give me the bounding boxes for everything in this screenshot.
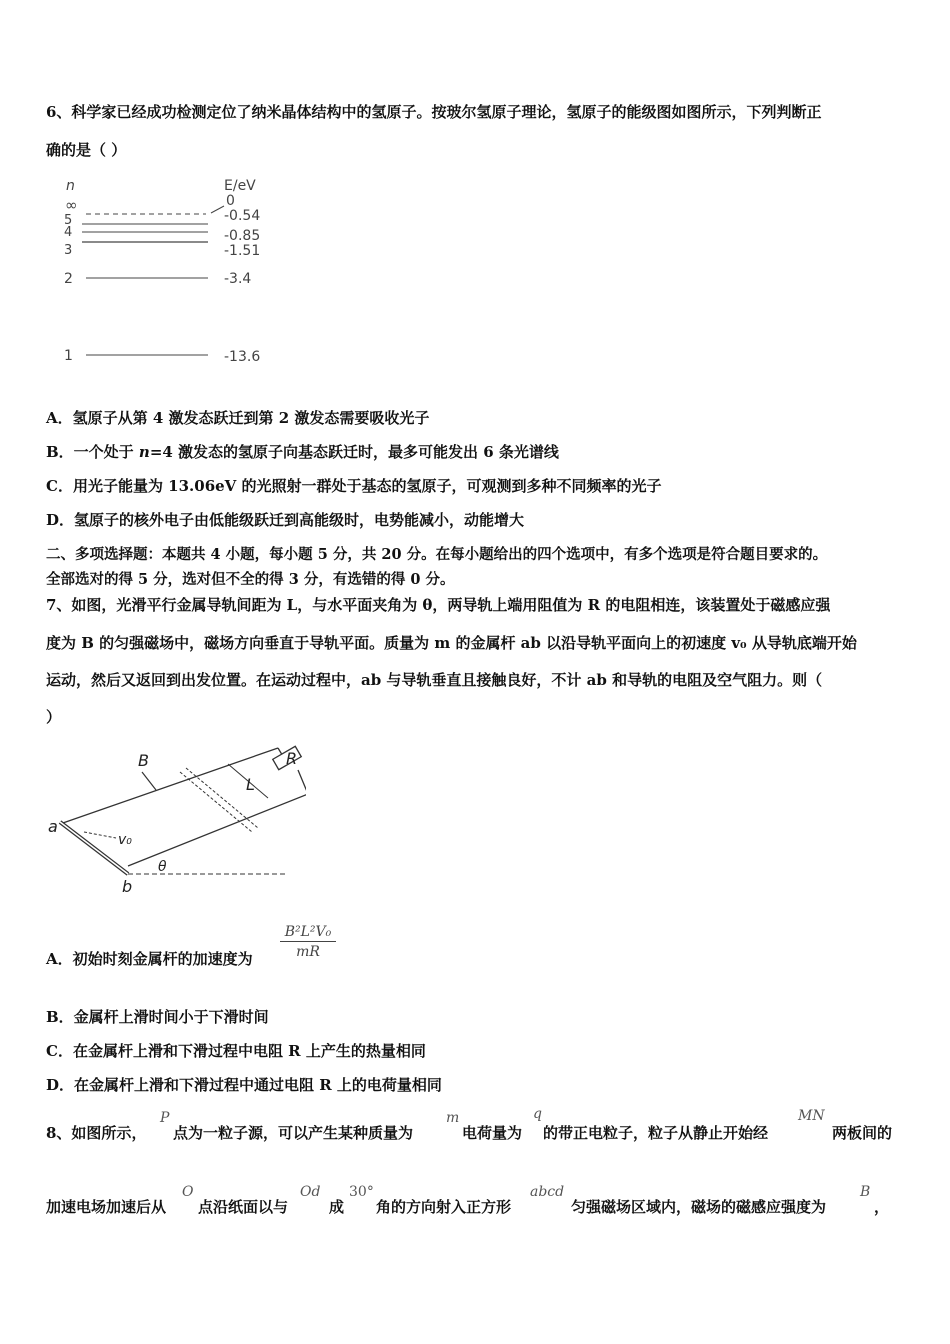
n-axis-label: n (66, 178, 75, 194)
level-e-3: -1.51 (224, 243, 261, 259)
q8-var-m: m (446, 1110, 460, 1126)
level-n-2: 2 (64, 271, 73, 287)
q8-text-7: 点沿纸面以与 (198, 1198, 289, 1216)
level-n-3: 3 (64, 243, 73, 258)
label-b: b (122, 877, 133, 896)
velocity-arrow (84, 832, 116, 838)
level-e-5: -0.54 (224, 208, 261, 224)
q6-stem-line2: 确的是（ ） (46, 141, 127, 159)
q8-var-p: P (160, 1110, 170, 1126)
q6-option-b-pre: B．一个处于 (46, 443, 139, 461)
q7-option-a-fraction (280, 924, 336, 960)
level-e-inf: 0 (226, 193, 235, 209)
level-e-2: -3.4 (224, 271, 252, 287)
level-n-5: 5 (64, 213, 73, 228)
q8-var-mn: MN (798, 1108, 825, 1124)
q8-text-5: 两板间的 (832, 1124, 893, 1142)
q6-option-c: C．用光子能量为 13.06eV 的光照射一群处于基态的氢原子，可观测到多种不同频率的光子 (46, 477, 662, 495)
resistor-lead (298, 770, 306, 794)
q7-option-d: D．在金属杆上滑和下滑过程中通过电阻 R 上的电荷量相同 (46, 1076, 442, 1094)
metal-rod-ab-inner (60, 822, 128, 874)
q8-text-1: 8、如图所示， (46, 1124, 147, 1142)
q8-text-8: 成 (329, 1198, 345, 1216)
label-b-field: B (138, 751, 149, 770)
width-dash-1 (180, 772, 252, 832)
fraction-numerator: B²L²V₀ (280, 924, 336, 942)
q8-text-3: 电荷量为 (462, 1124, 523, 1142)
q8-text-2: 点为一粒子源，可以产生某种质量为 (173, 1124, 414, 1142)
level-n-1: 1 (64, 348, 73, 364)
label-v0: v₀ (118, 832, 132, 848)
q8-var-od: Od (300, 1184, 321, 1200)
q6-option-b-var: n (138, 443, 150, 461)
q8-var-o: O (182, 1184, 194, 1200)
q7-stem-line1: 7、如图，光滑平行金属导轨间距为 L，与水平面夹角为 θ，两导轨上端用阻值为 R 的电阻相连，该装置处于磁感应强 (46, 596, 831, 614)
label-l: L (246, 775, 255, 794)
q6-option-b (46, 441, 559, 462)
b-field-arrow (142, 772, 156, 790)
q8-var-q: q (533, 1106, 542, 1122)
q7-stem-line4: ） (46, 708, 62, 726)
label-theta: θ (158, 859, 167, 875)
level-arrow (211, 206, 224, 213)
level-n-inf: ∞ (65, 196, 78, 214)
level-e-4: -0.85 (224, 228, 261, 244)
fraction-denominator: mR (296, 944, 320, 960)
q6-stem-line1: 6、科学家已经成功检测定位了纳米晶体结构中的氢原子。按玻尔氢原子理论，氢原子的能级图如图所示，下列判断正 (46, 103, 822, 121)
q6-option-a: A．氢原子从第 4 激发态跃迁到第 2 激发态需要吸收光子 (46, 409, 430, 427)
q8-text-9: 角的方向射入正方形 (376, 1198, 512, 1216)
label-a: a (48, 817, 58, 836)
q8-var-30deg: 30° (349, 1184, 374, 1200)
energy-axis-label: E/eV (224, 178, 256, 194)
rail-bottom (128, 794, 306, 866)
q7-option-c: C．在金属杆上滑和下滑过程中电阻 R 上产生的热量相同 (46, 1042, 426, 1060)
q8-var-abcd: abcd (530, 1184, 565, 1200)
q6-option-d: D．氢原子的核外电子由低能级跃迁到高能级时，电势能减小，动能增大 (46, 511, 525, 529)
q8-text-11: ， (874, 1198, 890, 1216)
section2-line2: 全部选对的得 5 分，选对但不全的得 3 分，有选错的得 0 分。 (46, 571, 455, 588)
rail-diagram (46, 740, 306, 900)
q8-var-b: B (860, 1184, 871, 1200)
q8-text-6: 加速电场加速后从 (46, 1198, 167, 1216)
q8-text-4: 的带正电粒子，粒子从静止开始经 (543, 1124, 769, 1142)
energy-level-diagram (56, 172, 286, 372)
q8-text-10: 匀强磁场区域内，磁场的磁感应强度为 (571, 1198, 827, 1216)
level-e-1: -13.6 (224, 349, 261, 365)
q7-option-b: B．金属杆上滑时间小于下滑时间 (46, 1008, 269, 1026)
label-r: R (286, 749, 298, 768)
q7-option-a: A．初始时刻金属杆的加速度为 (46, 950, 253, 968)
level-n-4: 4 (64, 225, 73, 240)
q7-stem-line3: 运动，然后又返回到出发位置。在运动过程中，ab 与导轨垂直且接触良好，不计 ab 和导轨的电阻及空气阻力。则（ (46, 671, 823, 689)
q6-option-b-post: =4 激发态的氢原子向基态跃迁时，最多可能发出 6 条光谱线 (149, 443, 559, 461)
section2-line1: 二、多项选择题：本题共 4 小题，每小题 5 分，共 20 分。在每小题给出的四个选项中，有多个选项是符合题目要求的。 (46, 546, 828, 563)
q7-stem-line2: 度为 B 的匀强磁场中，磁场方向垂直于导轨平面。质量为 m 的金属杆 ab 以沿导轨平面向上的初速度 v₀ 从导轨底端开始 (46, 634, 857, 652)
